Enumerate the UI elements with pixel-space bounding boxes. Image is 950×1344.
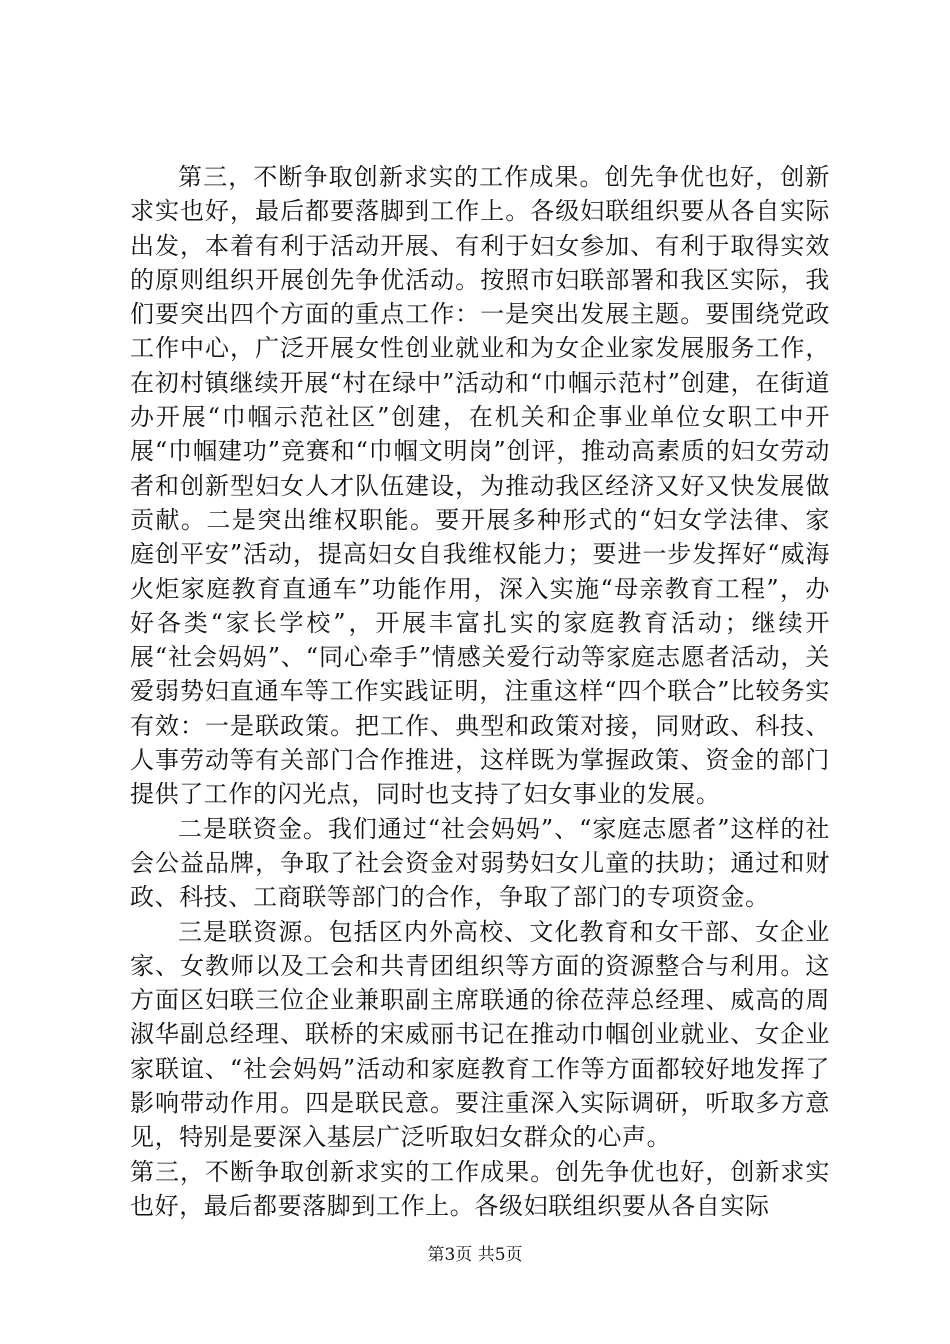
page-footer: 第3页 共5页 [427,1245,523,1265]
paragraph-3: 三是联资源。包括区内外高校、文化教育和女干部、女企业家、女教师以及工会和共青团组织等方面的资源整合与利用。这方面区妇联三位企业兼职副主席联通的徐莅萍总经理、威高的周淑华副总经理、联桥的宋威丽书记在推动巾帼创业就业、女企业家联谊、“社会妈妈”活动和家庭教育工作等方面都较好地发挥了影响带动作用。四是联民意。要注重深入实际调研，听取多方意见，特别是要深入基层广泛听取妇女群众的心声。 [130,917,830,1152]
paragraph-1: 第三，不断争取创新求实的工作成果。创先争优也好，创新求实也好，最后都要落脚到工作上。各级妇联组织要从各自实际出发，本着有利于活动开展、有利于妇女参加、有利于取得实效的原则组织开展创先争优活动。按照市妇联部署和我区实际，我们要突出四个方面的重点工作：一是突出发展主题。要围绕党政工作中心，广泛开展女性创业就业和为女企业家发展服务工作，在初村镇继续开展“村在绿中”活动和“巾帼示范村”创建，在街道办开展“巾帼示范社区”创建，在机关和企事业单位女职工中开展“巾帼建功”竞赛和“巾帼文明岗”创评，推动高素质的妇女劳动者和创新型妇女人才队伍建设，为推动我区经济又好又快发展做贡献。二是突出维权职能。要开展多种形式的“妇女学法律、家庭创平安”活动，提高妇女自我维权能力；要进一步发挥好“威海火炬家庭教育直通车”功能作用，深入实施“母亲教育工程”，办好各类“家长学校”，开展丰富扎实的家庭教育活动；继续开展“社会妈妈”、“同心牵手”情感关爱行动等家庭志愿者活动，关爱弱势妇直通车等工作实践证明，注重这样“四个联合”比较务实有效：一是联政策。把工作、典型和政策对接，同财政、科技、人事劳动等有关部门合作推进，这样既为掌握政策、资金的部门提供了工作的闪光点，同时也支持了妇女事业的发展。 [130,163,830,809]
paragraph-4: 第三，不断争取创新求实的工作成果。创先争优也好，创新求实也好，最后都要落脚到工作上。各级妇联组织要从各自实际 [130,1157,830,1220]
document-body [130,160,830,1223]
paragraph-2: 二是联资金。我们通过“社会妈妈”、“家庭志愿者”这样的社会公益品牌，争取了社会资金对弱势妇女儿童的扶助；通过和财政、科技、工商联等部门的合作，争取了部门的专项资金。 [130,814,830,912]
